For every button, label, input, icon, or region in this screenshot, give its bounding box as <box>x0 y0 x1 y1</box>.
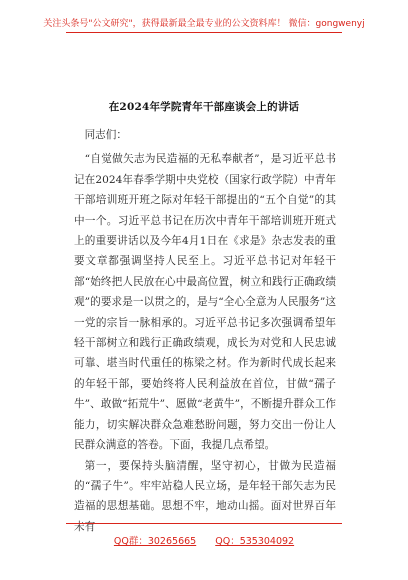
footer <box>0 533 408 547</box>
header-divider <box>66 32 342 33</box>
document-title: 在2024年学院青年干部座谈会上的讲话 <box>108 101 300 113</box>
footer-qq-group[interactable]: QQ群：30265665 <box>113 536 197 547</box>
paragraph-2: 第一，要保持头脑清醒，坚守初心，甘做为民造福的“孺子牛”。牢牢站稳人民立场，是年轻干部矢志为民造福的思想基础。思想不牢，地动山摇。面对世界百年未有 <box>74 459 336 533</box>
header-banner: 关注头条号"公文研究"，获得最新最全最专业的公文资料库！ 微信：gongwenyj <box>43 19 365 29</box>
document-body <box>74 125 336 537</box>
footer-divider <box>66 523 342 524</box>
footer-qq[interactable]: QQ：535304092 <box>215 536 295 547</box>
paragraph-1: “自觉做矢志为民造福的无私奉献者”，是习近平总书记在2024年春季学期中央党校（国家行政学院）中青年干部培训班开班之际对年轻干部提出的“五个自觉”的其中一个。习近平总书记在历次中青年干部培训班开班式上的重要讲话以及今年4月1日在《求是》杂志发表的重要文章都强调坚持人民至上。习近平总书记对年轻干部“始终把人民放在心中最高位置，树立和践行正确政绩观”的要求是一以贯之的，是与“全心全意为人民服务”这一党的宗旨一脉相承的。习近平总书记多次强调希望年轻干部树立和践行正确政绩观，成长为对党和人民忠诚可靠、堪当时代重任的栋梁之材。作为新时代成长起来的年轻干部，要始终将人民利益放在首位，甘做“孺子牛”、敢做“拓荒牛”、愿做“老黄牛”，不断提升群众工作能力，切实解决群众急难愁盼问题，努力交出一份让人民群众满意的答卷。下面，我提几点希望。 <box>74 153 336 452</box>
salutation: 同志们： <box>84 129 127 141</box>
